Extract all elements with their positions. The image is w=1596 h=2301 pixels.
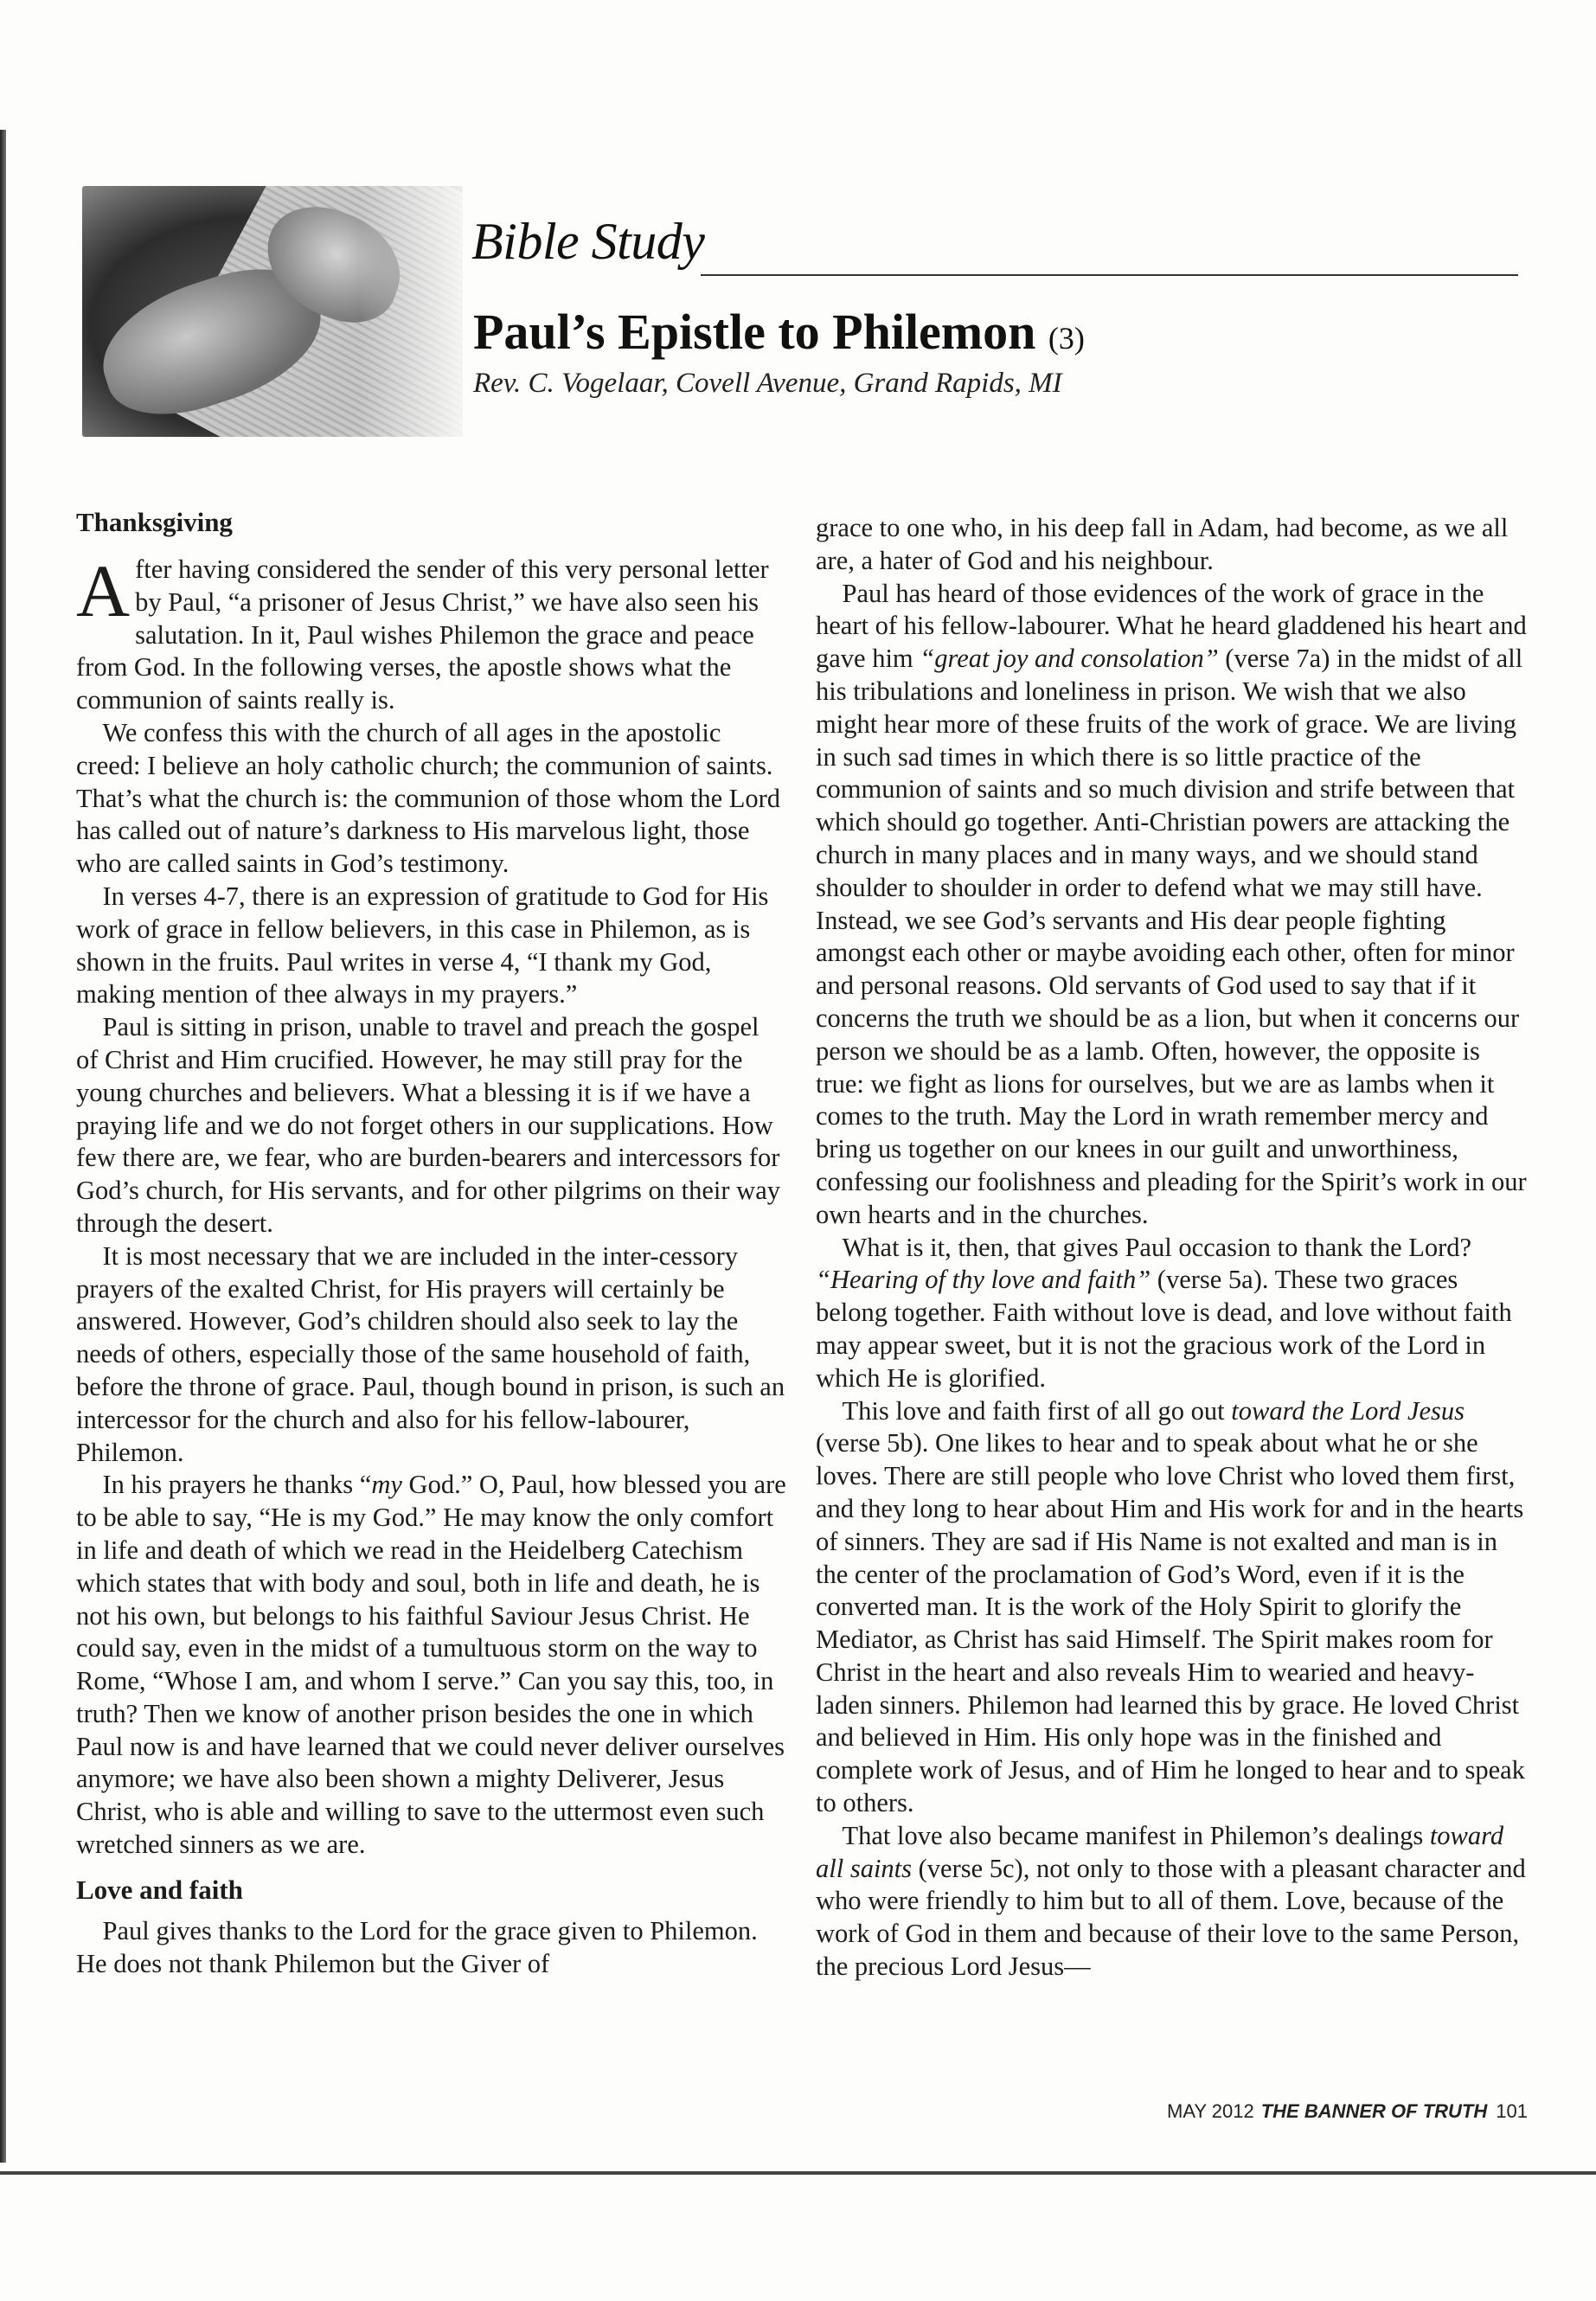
section-rule: [701, 274, 1518, 276]
paragraph: [816, 578, 1527, 1232]
paragraph-text: (verse 7a) in the midst of all his tribulations and loneliness in prison. We wish that we also might hear more of these fruits of the work of grace. We are living in such sad times in which there is so little practice of the communion of saints and so much division and strife between that which should go together. Anti-Christian powers are attacking the church in many places and in many ways, and we should stand shoulder to shoulder in order to defend what we may still have. Instead, we see God’s servants and His dear people fighting amongst each other or maybe avoiding each other, often for minor and personal reasons. Old servants of God used to say that if it concerns the truth we should be as a lion, but when it concerns our person we should be as a lamb. Often, however, the opposite is true: we fight as lions for ourselves, but we are as lambs when it comes to the truth. May the Lord in wrath remember mercy and bring us together on our knees in our guilt and unworthiness, confessing our foolishness and pleading for the Spirit’s work in our own hearts and in the churches.: [816, 644, 1527, 1229]
emphasis: “great joy and consolation”: [920, 644, 1219, 674]
paragraph-text: (verse 5a). These two graces belong together. Faith without love is dead, and love without faith may appear sweet, but it is not the gracious work of the Lord in which He is glorified.: [816, 1265, 1512, 1393]
paragraph: [76, 549, 787, 717]
paragraph: In verses 4-7, there is an expression of gratitude to God for His work of grace in fellow believers, in this case in Philemon, as is shown in the fruits. Paul writes in verse 4, “I thank my God, making mention of thee always in my prayers.”: [76, 881, 769, 1009]
photo-fade: [359, 186, 463, 437]
right-column: [816, 512, 1527, 1984]
drop-cap: A: [76, 549, 131, 632]
section-title: Bible Study: [471, 213, 705, 270]
paragraph-text: This love and faith first of all go out: [842, 1395, 1232, 1426]
emphasis: my: [371, 1470, 402, 1500]
paragraph: Paul is sitting in prison, unable to travel and preach the gospel of Christ and Him crucified. However, he may still pray for the young churches and believers. What a blessing it is if we have a praying life and we do not forget others in our supplications. How few there are, we fear, who are burden-bearers and intercessors for God’s church, for His servants, and for other pilgrims on their way through the desert.: [76, 1012, 780, 1238]
page-edge-left: [0, 130, 6, 2163]
issue-date: MAY 2012: [1167, 2100, 1254, 2122]
paragraph: [816, 1820, 1527, 1984]
paragraph-text: fter having considered the sender of this very personal letter by Paul, “a prisoner of Jesus Christ,” we have also seen his salutation. In it, Paul wishes Philemon the grace and peace from God. In the following verses, the apostle shows what the communion of saints really is.: [76, 554, 769, 715]
paragraph: [76, 1469, 787, 1862]
paragraph-text: That love also became manifest in Philemon’s dealings: [842, 1820, 1430, 1850]
paragraph-text: God.” O, Paul, how blessed you are to be able to say, “He is my God.” He may know the only comfort in life and death of which we read in the Heidelberg Catechism which states that with body and soul, both in life and death, he is not his own, but belongs to his faithful Saviour Jesus Christ. He could say, even in the midst of a tumultuous storm on the way to Rome, “Whose I am, and whom I serve.” Can you say this, too, in truth? Then we know of another prison besides the one in which Paul now is and have learned that we could never deliver ourselves anymore; we have also been shown a mighty Deliverer, Jesus Christ, who is able and willing to save to the uttermost even such wretched sinners as we are.: [76, 1470, 786, 1860]
bible-hands-photo: [82, 186, 463, 437]
emphasis: toward all saints: [816, 1820, 1504, 1883]
article-title: [473, 303, 1085, 361]
magazine-name: THE BANNER OF TRUTH: [1260, 2100, 1488, 2122]
paragraph-text: Paul has heard of those evidences of the work of grace in the heart of his fellow-labourer. What he heard gladdened his heart and gave him: [816, 578, 1527, 674]
page-edge-bottom: [0, 2171, 1596, 2175]
byline: Rev. C. Vogelaar, Covell Avenue, Grand Rapids, MI: [473, 368, 1062, 399]
page-number: 101: [1496, 2100, 1528, 2122]
article-part: (3): [1048, 321, 1085, 356]
emphasis: “Hearing of thy love and faith”: [816, 1265, 1151, 1295]
heading-thanksgiving: Thanksgiving: [76, 507, 233, 537]
paragraph-text: (verse 5c), not only to those with a pleasant character and who were friendly to him but to all of them. Love, because of the work of God in them and because of their love to the same Person, the precious Lord Jesus—: [816, 1853, 1526, 1982]
paragraph: Paul gives thanks to the Lord for the grace given to Philemon. He does not thank Philemon but the Giver of: [76, 1915, 758, 1978]
paragraph: grace to one who, in his deep fall in Adam, had become, as we all are, a hater of God and his neighbour.: [816, 513, 1509, 575]
left-column: [76, 506, 787, 1980]
paragraph-text: What is it, then, that gives Paul occasion to thank the Lord?: [842, 1232, 1472, 1262]
article-header: [82, 186, 1535, 445]
paragraph-text: In his prayers he thanks “: [102, 1470, 372, 1500]
paragraph: It is most necessary that we are included in the inter-cessory prayers of the exalted Christ, for His prayers will certainly be answered. However, God’s children should also seek to lay the needs of others, especially those of the same household of faith, before the throne of grace. Paul, though bound in prison, is such an intercessor for the church and also for his fellow-labourer, Philemon.: [76, 1240, 785, 1467]
paragraph: [816, 1232, 1527, 1395]
emphasis: toward the Lord Jesus: [1231, 1395, 1465, 1426]
paragraph-text: (verse 5b). One likes to hear and to speak about what he or she loves. There are still people who love Christ who loved them first, and they long to hear about Him and His work for and in the hearts of sinners. They are sad if His Name is not exalted and man is in the center of the proclamation of God’s Word, even if it is the converted man. It is the work of the Holy Spirit to glorify the Mediator, as Christ has said Himself. The Spirit makes room for Christ in the heart and also reveals Him to wearied and heavy-laden sinners. Philemon had learned this by grace. He loved Christ and believed in Him. His only hope was in the finished and complete work of Jesus, and of Him he longed to hear and to speak to others.: [816, 1428, 1525, 1818]
article-title-text: Paul’s Epistle to Philemon: [473, 304, 1036, 360]
page-footer: [1167, 2100, 1528, 2123]
heading-love-and-faith: Love and faith: [76, 1874, 243, 1905]
paragraph: We confess this with the church of all ages in the apostolic creed: I believe an holy catholic church; the communion of saints. That’s what the church is: the communion of those whom the Lord has called out of nature’s darkness to His marvelous light, those who are called saints in God’s testimony.: [76, 717, 781, 879]
paragraph: [816, 1395, 1527, 1820]
